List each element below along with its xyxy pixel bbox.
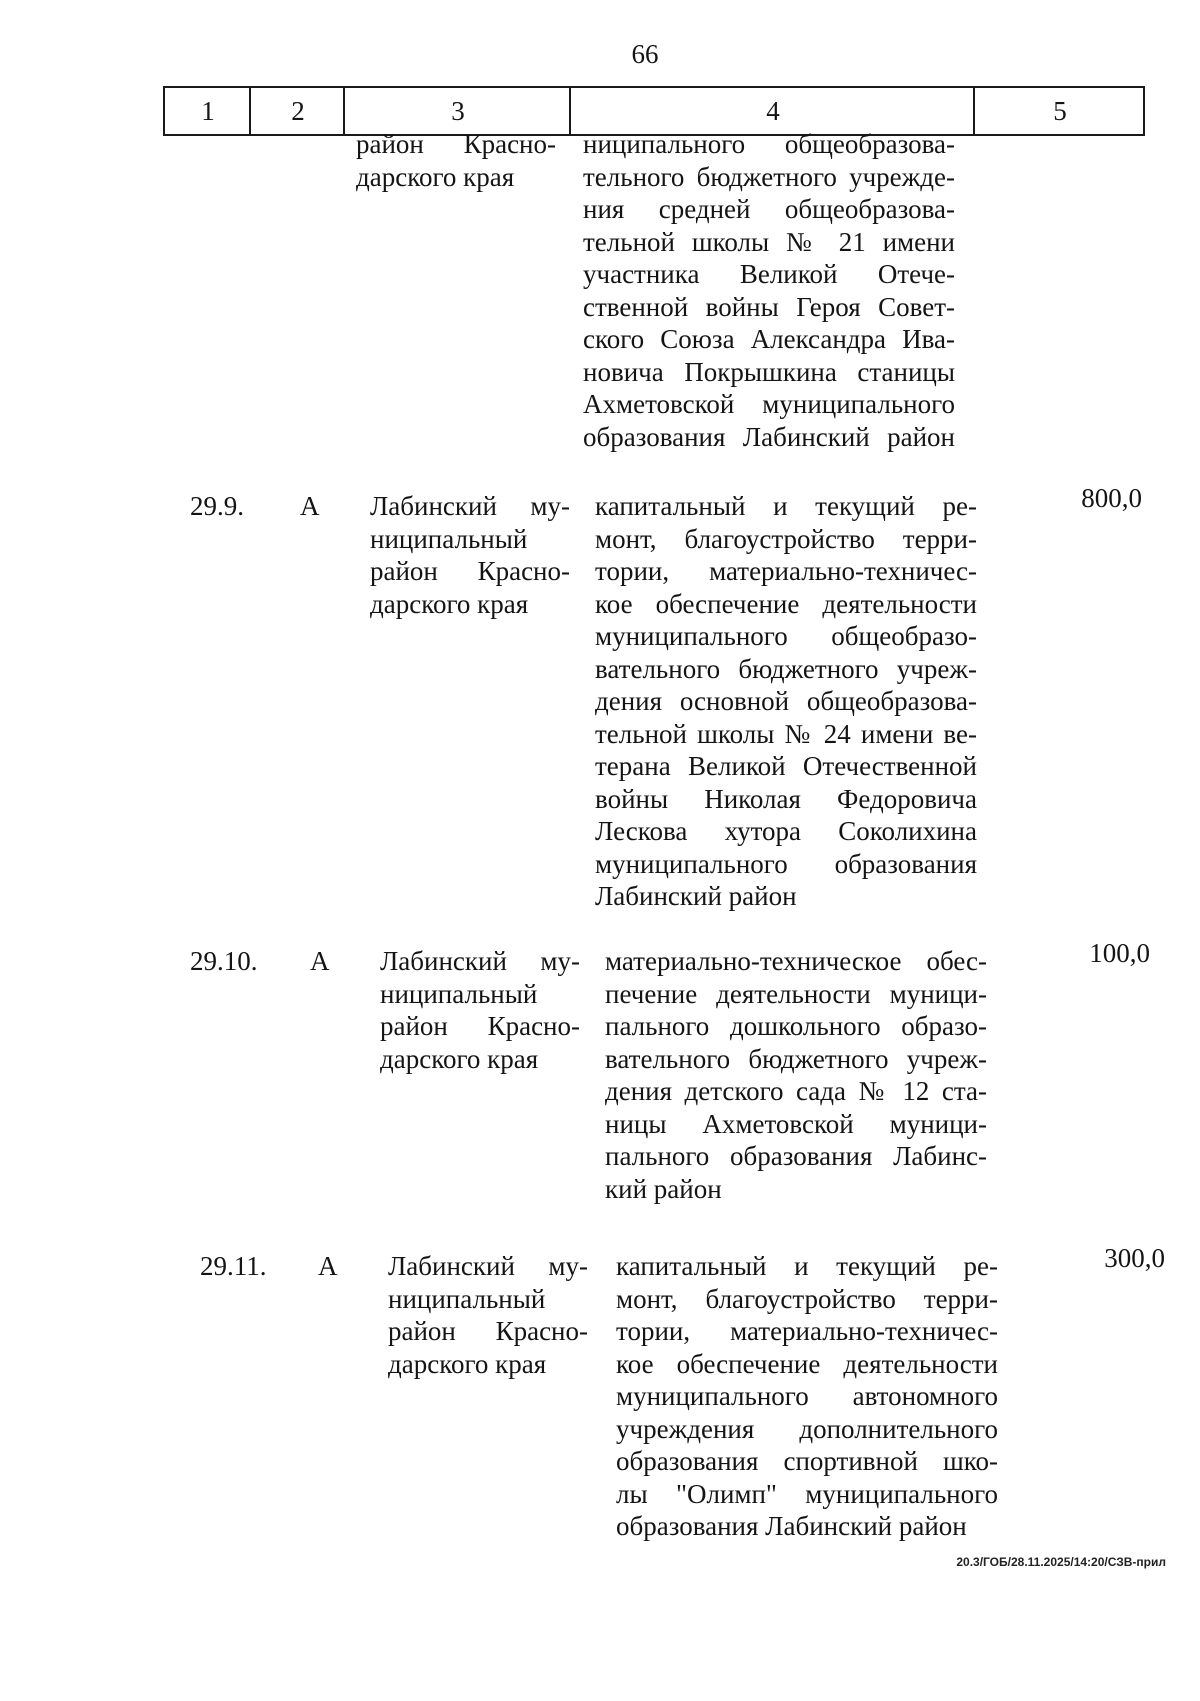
description-line: участника Великой Отече- — [583, 259, 955, 289]
description-line: образования Лабинский район — [616, 1511, 967, 1541]
description-line: дения основной общеобразова- — [595, 686, 977, 716]
district-line: Лабинский му- — [380, 946, 580, 976]
district-line: ниципальный — [370, 523, 528, 554]
description-line: тельной школы № 21 имени — [583, 226, 955, 257]
description-line: пального дошкольного образо- — [605, 1011, 987, 1041]
description-line: образования Лабинский район — [583, 421, 955, 452]
district-cell — [370, 490, 570, 620]
district-line: район Красно- — [370, 556, 570, 586]
header-col-4: 4 — [766, 96, 780, 126]
description-cell — [605, 945, 987, 1205]
description-line: муниципального общеобразо- — [595, 621, 977, 651]
description-line: вательного бюджетного учреж- — [605, 1043, 987, 1074]
district-line: дарского края — [388, 1348, 547, 1379]
description-line: вательного бюджетного учреж- — [595, 653, 977, 684]
district-line: Лабинский му- — [388, 1251, 588, 1281]
district-line: ниципальный — [380, 978, 538, 1009]
description-line: лы "Олимп" муниципального — [616, 1478, 998, 1509]
row-number: 29.9. — [190, 491, 244, 521]
description-line: ниципального общеобразова- — [583, 129, 955, 159]
row-amount: 300,0 — [1104, 1243, 1165, 1273]
description-line: ния средней общеобразова- — [583, 194, 955, 224]
description-line: кий район — [605, 1173, 722, 1204]
district-line: район Красно- — [380, 1011, 580, 1041]
document-code: 20.3/ГОБ/28.11.2025/14:20/СЗВ-прил — [956, 1555, 1166, 1569]
description-cell — [583, 128, 955, 453]
description-line: войны Николая Федоровича — [595, 783, 977, 814]
header-col-5: 5 — [1053, 96, 1067, 126]
description-line: образования спортивной шко- — [616, 1446, 998, 1476]
page-number: 66 — [631, 39, 659, 69]
district-line: дарского края — [380, 1043, 539, 1074]
district-line: район Красно- — [356, 129, 556, 159]
description-line: тории, материально-техничес- — [595, 556, 977, 586]
district-cell — [380, 945, 580, 1075]
description-line: кое обеспечение деятельности — [595, 588, 977, 619]
description-line: новича Покрышкина станицы — [583, 356, 955, 387]
description-line: ского Союза Александра Ива- — [583, 324, 955, 354]
description-line: пального образования Лабинс- — [605, 1141, 987, 1171]
description-cell — [595, 490, 977, 913]
district-line: район Красно- — [388, 1316, 588, 1346]
description-line: тельной школы № 24 имени ве- — [595, 718, 977, 749]
description-line: материально-техническое обес- — [605, 946, 987, 976]
description-line: муниципального образования — [595, 848, 977, 879]
header-col-2: 2 — [291, 96, 305, 126]
row-letter: А — [310, 946, 330, 976]
description-line: монт, благоустройство терри- — [595, 523, 977, 554]
row-letter: А — [300, 491, 320, 521]
district-line: дарского края — [370, 588, 529, 619]
description-line: монт, благоустройство терри- — [616, 1283, 998, 1314]
row-letter: А — [318, 1251, 338, 1281]
description-line: тории, материально-техничес- — [616, 1316, 998, 1346]
description-line: терана Великой Отечественной — [595, 751, 977, 781]
description-line: учреждения дополнительного — [616, 1413, 998, 1444]
header-col-1: 1 — [201, 96, 215, 126]
description-line: ственной войны Героя Совет- — [583, 291, 955, 322]
description-line: Лабинский район — [595, 881, 797, 911]
district-cell — [356, 128, 556, 193]
district-cell — [388, 1250, 588, 1380]
description-line: Ахметовской муниципального — [583, 389, 955, 419]
description-cell — [616, 1250, 998, 1543]
header-col-3: 3 — [451, 96, 465, 126]
description-line: кое обеспечение деятельности — [616, 1348, 998, 1379]
description-line: муниципального автономного — [616, 1381, 998, 1411]
district-line: Лабинский му- — [370, 491, 570, 521]
row-number: 29.11. — [200, 1251, 267, 1281]
row-amount: 100,0 — [1089, 938, 1150, 968]
description-line: тельного бюджетного учрежде- — [583, 161, 955, 192]
description-line: дения детского сада № 12 ста- — [605, 1076, 987, 1106]
row-amount: 800,0 — [1081, 483, 1142, 513]
description-line: печение деятельности муници- — [605, 978, 987, 1009]
description-line: капитальный и текущий ре- — [595, 491, 977, 521]
description-line: ницы Ахметовской муници- — [605, 1108, 987, 1139]
description-line: капитальный и текущий ре- — [616, 1251, 998, 1281]
district-line: дарского края — [356, 161, 515, 192]
description-line: Лескова хутора Соколихина — [595, 816, 977, 846]
district-line: ниципальный — [388, 1283, 546, 1314]
row-number: 29.10. — [190, 946, 258, 976]
